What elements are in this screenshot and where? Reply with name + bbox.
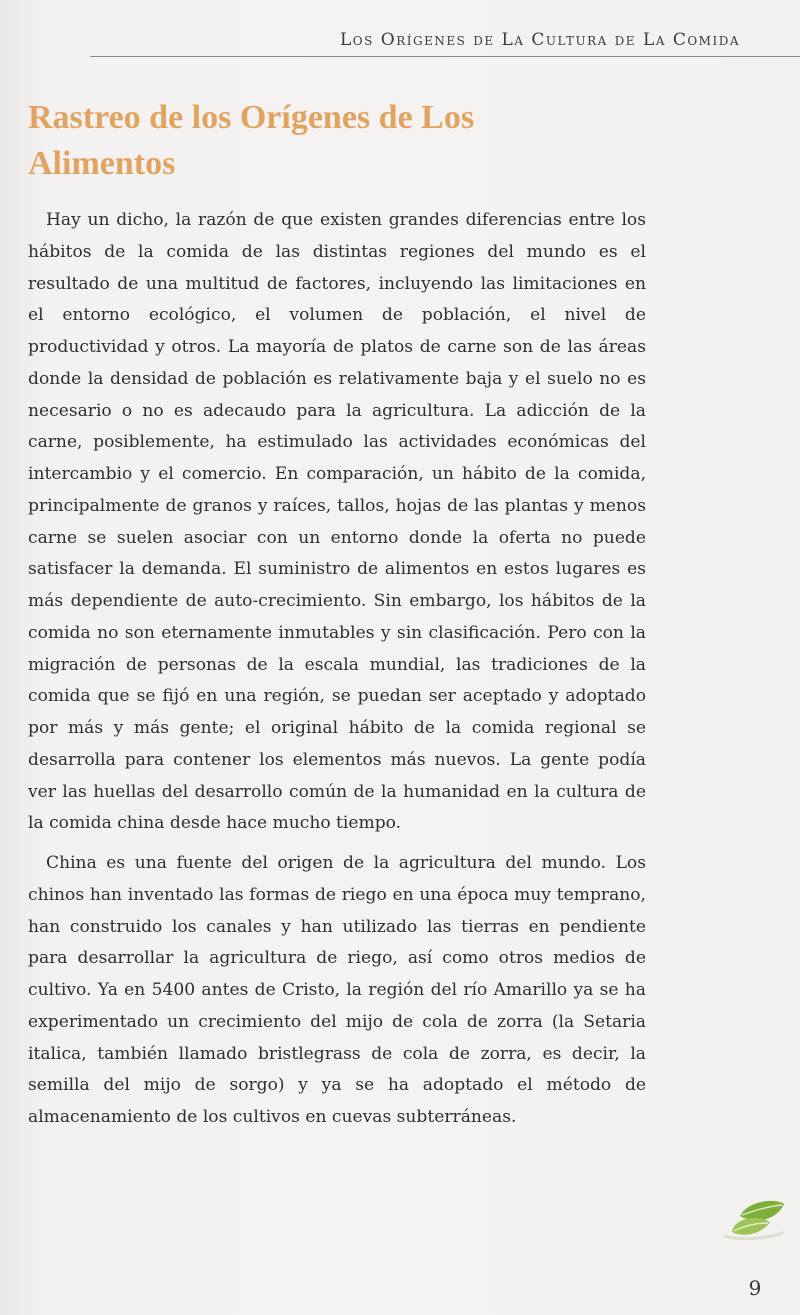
- header-rule: [90, 56, 800, 57]
- page-number: 9: [748, 1276, 762, 1300]
- paragraph-2: China es una fuente del origen de la agricultura del mundo. Los chinos han inventado las formas de riego en una época muy temprano, han construido los canales y han utilizado las tierras en pendiente para desarrollar la agricultura de riego, así como otros medios de cultivo. Ya en 5400 antes de Cristo, la región del río Amarillo ya se ha experimentado un crecimiento del mijo de cola de zorra (la Setaria italica, también llamado bristlegrass de cola de zorra, es decir, la semilla del mijo de sorgo) y ya se ha adoptado el método de almacenamiento de los cultivos en cuevas subterráneas.: [28, 853, 646, 1127]
- paragraph-1: Hay un dicho, la razón de que existen grandes diferencias entre los hábitos de la comida de las distintas regiones del mundo es el resultado de una multitud de factores, incluyendo las limitaciones en el entorno ecológico, el volumen de población, el nivel de productividad y otros. La mayoría de platos de carne son de las áreas donde la densidad de población es relativamente baja y el suelo no es necesario o no es adecaudo para la agricultura. La adicción de la carne, posiblemente, ha estimulado las actividades económicas del intercambio y el comercio. En comparación, un hábito de la comida, principalmente de granos y raíces, tallos, hojas de las plantas y menos carne se suelen asociar con un entorno donde la oferta no puede satisfacer la demanda. El suministro de alimentos en estos lugares es más dependiente de auto-crecimiento. Sin embargo, los hábitos de la comida no son eternamente inmutables y sin clasificación. Pero con la migración de personas de la escala mundial, las tradiciones de la comida que se fijó en una región, se puedan ser aceptado y adoptado por más y más gente; el original hábito de la comida regional se desarrolla para contener los elementos más nuevos. La gente podía ver las huellas del desarrollo común de la humanidad en la cultura de la comida china desde hace mucho tiempo.: [28, 210, 646, 834]
- section-title: Rastreo de los Orígenes de Los Alimentos: [28, 99, 475, 182]
- running-header: Los Orígenes de La Cultura de La Comida: [340, 30, 740, 50]
- body-text: [28, 205, 646, 1142]
- green-leaf-icon: [718, 1196, 788, 1244]
